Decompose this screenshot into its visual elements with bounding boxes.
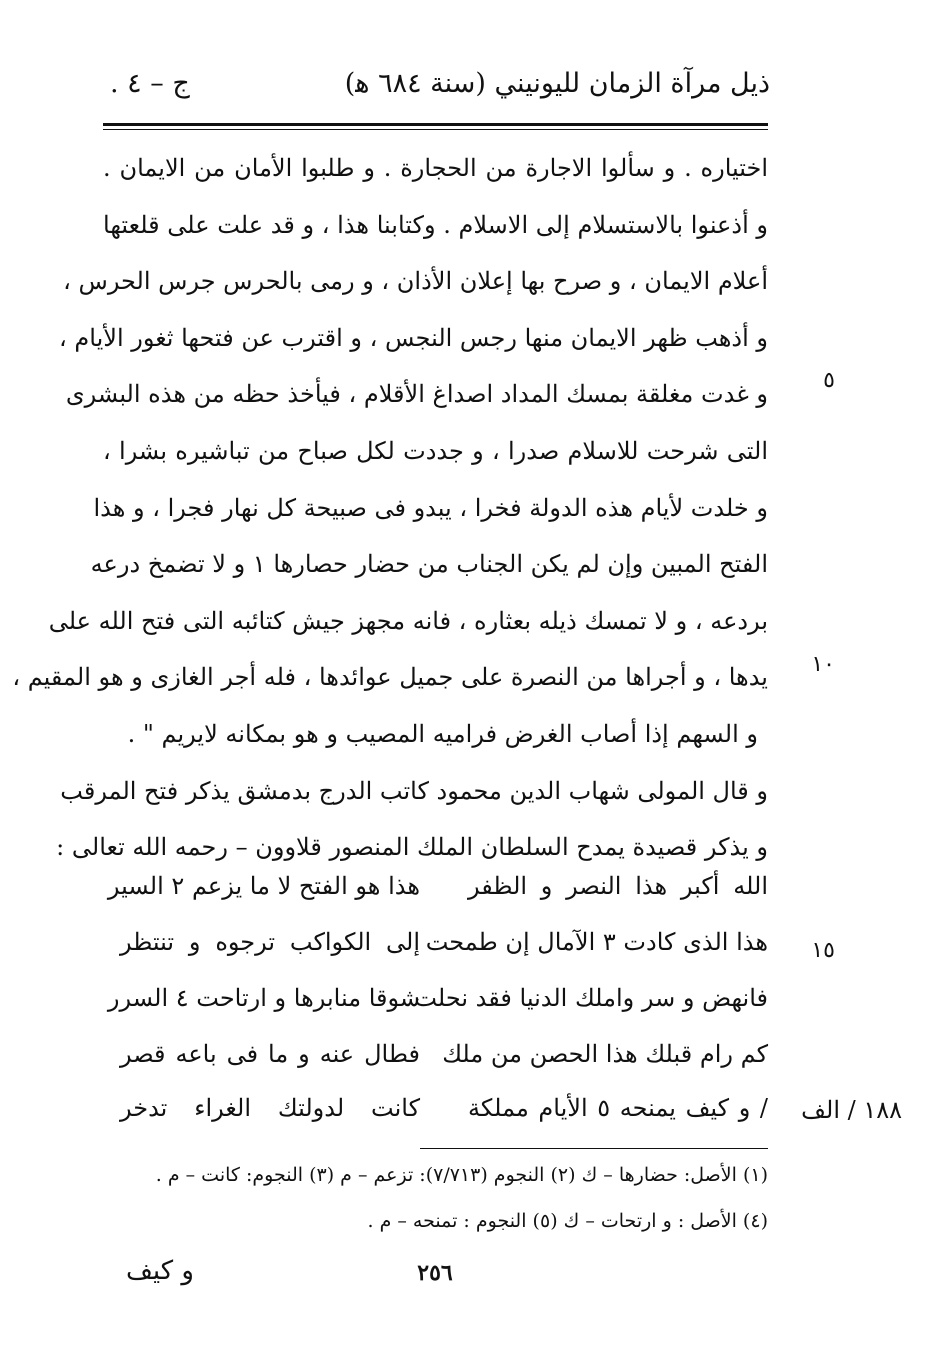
footnote-rule — [420, 1148, 768, 1149]
text-line: و السهم إذا أصاب الغرض فراميه المصيب و هو بمكانه لايريم " . — [127, 719, 758, 748]
footnote-line: (١) الأصل: حضارها – ك (٢) النجوم (٧/٧١٣): تزعم – م (٣) النجوم: كانت – م . — [155, 1164, 768, 1186]
verse-line — [120, 928, 768, 984]
text-line: و أذعنوا بالاستسلام إلى الاسلام . وكتابنا هذا ، و قد علت على قلعتها — [103, 210, 768, 239]
line-number: ١٥ — [811, 938, 835, 963]
running-header — [110, 68, 770, 112]
volume-marker: ج – ٤ . — [110, 68, 190, 99]
line-number: ٥ — [823, 368, 835, 393]
verse-second-hemistich: هذا هو الفتح لا ما يزعم ٢ السير — [107, 872, 420, 900]
verse-first-hemistich: هذا الذى كادت ٣ الآمال إن طمحت — [425, 928, 768, 956]
text-line: أعلام الايمان ، و صرح بها إعلان الأذان ، و رمى بالحرس جرس الحرس ، — [63, 267, 768, 296]
verse-line — [120, 1040, 768, 1096]
line-number: ١٠ — [811, 652, 835, 677]
header-rule-thin — [103, 129, 768, 130]
text-line: الفتح المبين وإن لم يكن الجناب من حضار حصارها ١ و لا تضمخ درعه — [90, 550, 768, 579]
text-line: بردعه ، و لا تمسك ذيله بعثاره ، فانه مجهز جيش كتائبه التى فتح الله على — [48, 606, 768, 635]
page-number: ٢٥٦ — [417, 1260, 453, 1286]
running-title: ذيل مرآة الزمان لليونيني (سنة ٦٨٤ ﻫ) — [344, 68, 770, 99]
body-text — [12, 140, 768, 876]
catchword: و كيف — [126, 1256, 194, 1286]
verse-first-hemistich: فانهض و سر واملك الدنيا فقد نحلت — [414, 984, 768, 1012]
header-rule-thick — [103, 123, 768, 126]
verse-line — [120, 1094, 768, 1150]
text-line: و قال المولى شهاب الدين محمود كاتب الدرج بدمشق يذكر فتح المرقب — [60, 776, 768, 805]
verse-line — [107, 872, 768, 928]
text-line: و غدت مغلقة بمسك المداد اصداغ الأقلام ، فيأخذ حظه من هذه البشرى — [65, 380, 768, 409]
text-line: و خلدت لأيام هذه الدولة فخرا ، يبدو فى صبيحة كل نهار فجرا ، و هذا — [93, 493, 768, 522]
text-line: اختياره . و سألوا الاجارة من الحجارة . و طلبوا الأمان من الايمان . — [103, 154, 768, 182]
footnote-line: (٤) الأصل : و ارتحات – ك (٥) النجوم : تمنحه – م . — [367, 1210, 768, 1232]
verse-second-hemistich: شوقا منابرها و ارتاحت ٤ السرر — [107, 984, 420, 1012]
verse-first-hemistich: الله أكبر هذا النصر و الظفر — [468, 872, 768, 900]
text-line: يدها ، و أجراها من النصرة على جميل عوائدها ، فله أجر الغازى و هو المقيم ، — [12, 663, 768, 692]
verse-second-hemistich: كانت لدولتك الغراء تدخر — [120, 1094, 420, 1122]
text-line: و أذهب ظهر الايمان منها رجس النجس ، و اقترب عن فتحها ثغور الأيام ، — [59, 323, 768, 352]
text-line: التى شرحت للاسلام صدرا ، و جددت لكل صباح من تباشيره بشرا ، — [103, 436, 768, 465]
verse-line — [107, 984, 768, 1040]
verse-first-hemistich: / و كيف يمنحه ٥ الأيام مملكة — [468, 1094, 769, 1122]
verse-second-hemistich: فطال عنه و ما فى باعه قصر — [120, 1040, 420, 1068]
margin-folio-note: ١٨٨ / الف — [801, 1096, 902, 1124]
verse-second-hemistich: إلى الكواكب ترجوه و تنتظر — [120, 928, 420, 956]
text-line: و يذكر قصيدة يمدح السلطان الملك المنصور قلاوون – رحمه الله تعالى : — [56, 833, 768, 862]
verse-first-hemistich: كم رام قبلك هذا الحصن من ملك — [442, 1040, 768, 1068]
